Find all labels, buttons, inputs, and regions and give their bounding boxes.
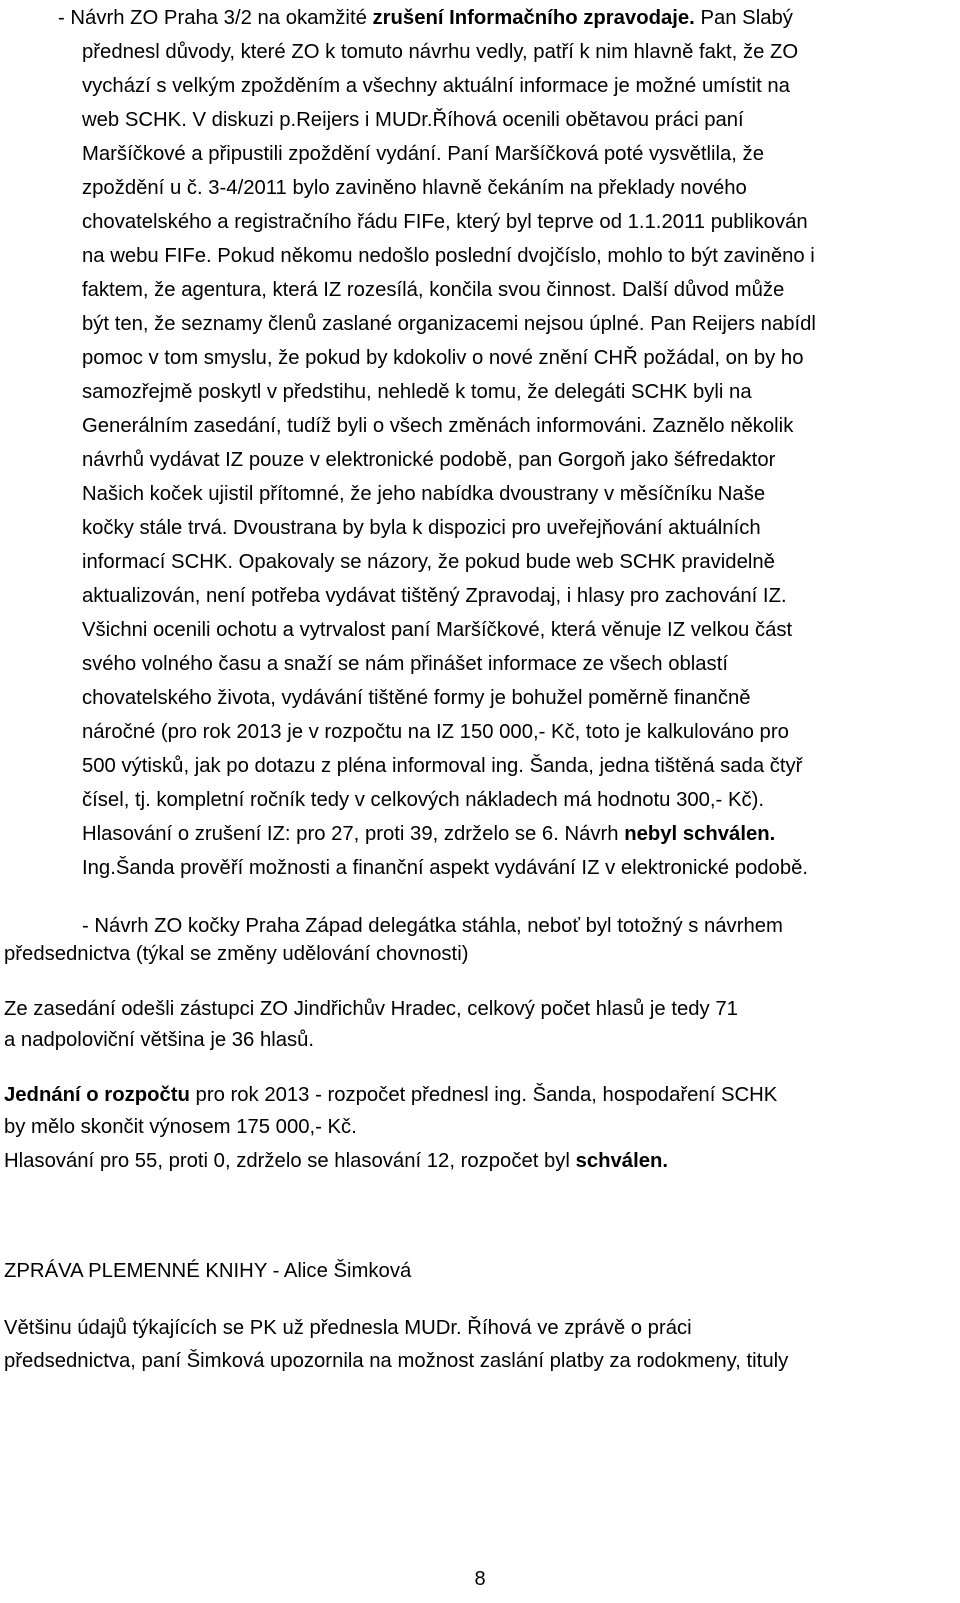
text-line: 500 výtisků, jak po dotazu z pléna informoval ing. Šanda, jedna tištěná sada čtyř bbox=[82, 755, 803, 777]
text-line: Generálním zasedání, tudíž byli o všech změnách informováni. Zaznělo několik bbox=[82, 415, 794, 437]
text-line: na webu FIFe. Pokud někomu nedošlo poslední dvojčíslo, mohlo to být zaviněno i bbox=[82, 245, 815, 267]
text-line: přednesl důvody, které ZO k tomuto návrhu vedly, patří k nim hlavně fakt, že ZO bbox=[82, 41, 799, 63]
text-line: faktem, že agentura, která IZ rozesílá, končila svou činnost. Další důvod může bbox=[82, 279, 785, 301]
text-line: Všichni ocenili ochotu a vytrvalost paní Maršíčkové, která věnuje IZ velkou část bbox=[82, 619, 793, 641]
text-line: chovatelského života, vydávání tištěné formy je bohužel poměrně finančně bbox=[82, 687, 751, 709]
text-line: vychází s velkým zpožděním a všechny aktuální informace je možné umístit na bbox=[82, 75, 790, 97]
text-line: Ing.Šanda prověří možnosti a finanční aspekt vydávání IZ v elektronické podobě. bbox=[82, 857, 809, 879]
text-line: chovatelského a registračního řádu FIFe, který byl teprve od 1.1.2011 publikován bbox=[82, 211, 808, 233]
text-line: Našich koček ujistil přítomné, že jeho nabídka dvoustrany v měsíčníku Naše bbox=[82, 483, 766, 505]
text-line: návrhů vydávat IZ pouze v elektronické podobě, pan Gorgoň jako šéfredaktor bbox=[82, 449, 776, 471]
paragraph-zo-praha-zapad-line-2: předsednictva (týkal se změny udělování chovnosti) bbox=[4, 943, 469, 965]
paragraph-zo-praha-zapad-line-1: - Návrh ZO kočky Praha Západ delegátka stáhla, neboť byl totožný s návrhem bbox=[82, 915, 783, 937]
text-line: zpoždění u č. 3-4/2011 bylo zaviněno hlavně čekáním na překlady nového bbox=[82, 177, 747, 199]
text-line: pomoc v tom smyslu, že pokud by kdokoliv o nové znění CHŘ požádal, on by ho bbox=[82, 347, 804, 369]
paragraph-rozpocet-line-1: Jednání o rozpočtu pro rok 2013 - rozpočet přednesl ing. Šanda, hospodaření SCHK bbox=[4, 1084, 778, 1106]
page-number: 8 bbox=[474, 1568, 486, 1590]
paragraph-pk-line-1: Většinu údajů týkajících se PK už přednesla MUDr. Říhová ve zprávě o práci bbox=[4, 1317, 692, 1339]
section-heading-plemenna-kniha: ZPRÁVA PLEMENNÉ KNIHY - Alice Šimková bbox=[4, 1260, 412, 1282]
paragraph-odesli-line-2: a nadpoloviční většina je 36 hlasů. bbox=[4, 1029, 315, 1051]
paragraph-rozpocet-line-2: by mělo skončit výnosem 175 000,- Kč. bbox=[4, 1116, 357, 1138]
text-line: kočky stále trvá. Dvoustrana by byla k dispozici pro uveřejňování aktuálních bbox=[82, 517, 761, 539]
text-line: čísel, tj. kompletní ročník tedy v celkových nákladech má hodnotu 300,- Kč). bbox=[82, 789, 765, 811]
paragraph-odesli-line-1: Ze zasedání odešli zástupci ZO Jindřichův Hradec, celkový počet hlasů je tedy 71 bbox=[4, 998, 738, 1020]
text-line: samozřejmě poskytl v předstihu, nehledě k tomu, že delegáti SCHK byli na bbox=[82, 381, 752, 403]
paragraph-pk-line-2: předsednictva, paní Šimková upozornila na možnost zaslání platby za rodokmeny, tituly bbox=[4, 1350, 789, 1372]
vote-line-iz: Hlasování o zrušení IZ: pro 27, proti 39, zdrželo se 6. Návrh nebyl schválen. bbox=[82, 823, 776, 845]
text-line: svého volného času a snaží se nám přinášet informace ze všech oblastí bbox=[82, 653, 728, 675]
text-line: aktualizován, není potřeba vydávat tištěný Zpravodaj, i hlasy pro zachování IZ. bbox=[82, 585, 787, 607]
text-line: informací SCHK. Opakovaly se názory, že pokud bude web SCHK pravidelně bbox=[82, 551, 775, 573]
vote-result: schválen. bbox=[575, 1150, 669, 1172]
text-line: web SCHK. V diskuzi p.Reijers i MUDr.Říhová ocenili obětavou práci paní bbox=[82, 109, 744, 131]
text-line: být ten, že seznamy členů zaslané organizacemi nejsou úplné. Pan Reijers nabídl bbox=[82, 313, 816, 335]
bold-phrase: zrušení Informačního zpravodaje. bbox=[372, 7, 695, 29]
paragraph-zo-praha32-line-1: - Návrh ZO Praha 3/2 na okamžité zrušení Informačního zpravodaje. Pan Slabý bbox=[58, 7, 793, 29]
bold-phrase: Jednání o rozpočtu bbox=[4, 1084, 190, 1106]
paragraph-rozpocet-line-3: Hlasování pro 55, proti 0, zdrželo se hlasování 12, rozpočet byl schválen. bbox=[4, 1150, 669, 1172]
vote-result: nebyl schválen. bbox=[624, 823, 776, 845]
text-line: Maršíčkové a připustili zpoždění vydání. Paní Maršíčková poté vysvětlila, že bbox=[82, 143, 764, 165]
text-line: náročné (pro rok 2013 je v rozpočtu na IZ 150 000,- Kč, toto je kalkulováno pro bbox=[82, 721, 789, 743]
